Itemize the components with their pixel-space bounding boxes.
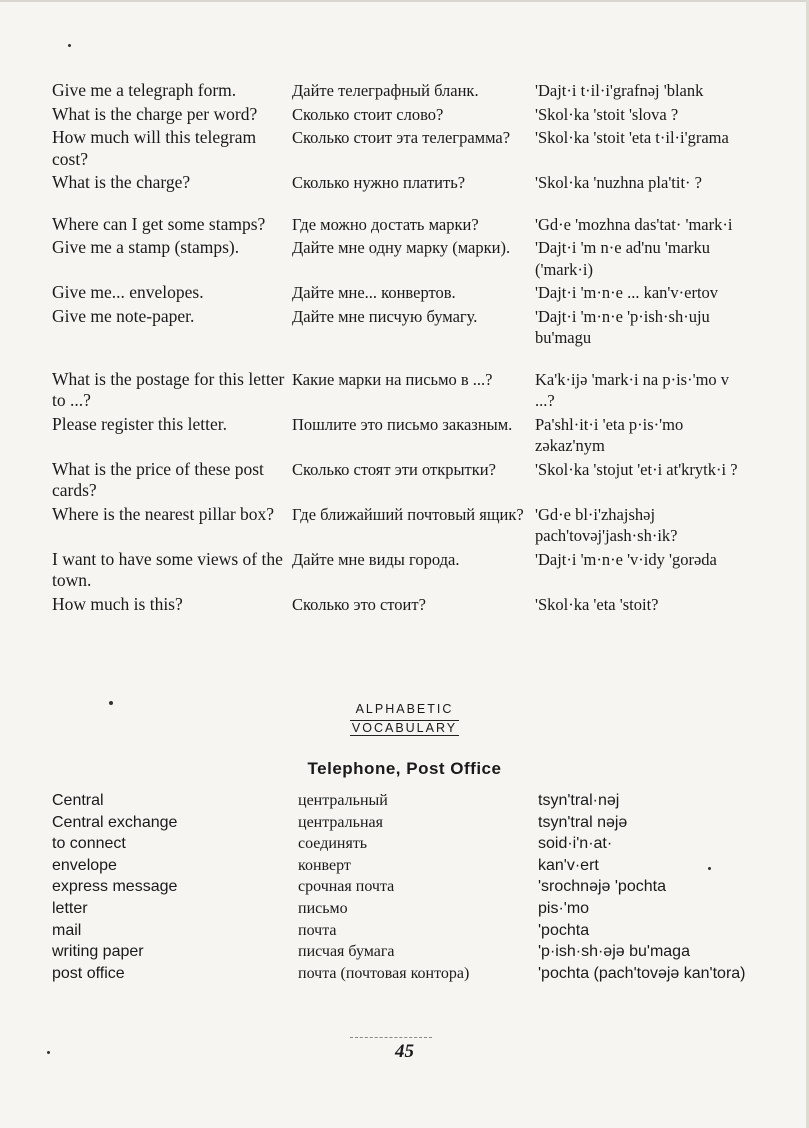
transliteration: 'Gd·e 'mozhna das'tat· 'mark·i: [535, 214, 733, 234]
vocab-transliteration: 'srochnəjə 'pochta: [538, 878, 666, 896]
transliteration: 'Skol·ka 'eta 'stoit?: [535, 594, 659, 614]
english-phrase: Give me... envelopes.: [52, 282, 204, 302]
transliteration: Ka'k·ijə 'mark·i na p·is·'mo v ...?: [535, 369, 730, 410]
vocab-row: [52, 963, 752, 985]
english-phrase: What is the charge per word?: [52, 103, 258, 124]
vocab-russian: почта: [298, 921, 337, 939]
russian-phrase: Сколько стоит слово?: [292, 104, 444, 124]
vocab-row: [52, 790, 752, 812]
vocab-english: Central: [52, 792, 104, 809]
phrase-row: [52, 594, 752, 616]
page-top-edge: [0, 0, 809, 2]
vocab-transliteration: pis·'mo: [538, 899, 590, 917]
transliteration: 'Dajt·i 'm·n·e 'p·ish·sh·uju bu'magu: [535, 306, 710, 347]
vocab-english: post office: [52, 964, 125, 982]
phrase-row: [52, 306, 752, 349]
russian-phrase: Где можно достать марки?: [292, 214, 479, 234]
english-phrase: Give me note-paper.: [52, 305, 195, 326]
transliteration: 'Dajt·i 'm·n·e 'v·idy 'gorəda: [535, 549, 717, 569]
vocab-russian: соединять: [298, 835, 368, 853]
phrase-row: [52, 549, 752, 592]
phrase-row: [52, 214, 752, 236]
english-phrase: What is the price of these post cards?: [52, 458, 264, 500]
russian-phrase: Пошлите это письмо заказным.: [292, 414, 513, 434]
vocab-english: to connect: [52, 835, 126, 853]
vocab-english: envelope: [52, 856, 117, 874]
vocab-russian: почта (почтовая контора): [298, 964, 470, 982]
phrase-row: [52, 369, 752, 412]
page-number: 45: [395, 1041, 414, 1062]
vocab-russian: центральная: [298, 813, 383, 831]
vocab-transliteration: soid·i'n·at·: [538, 835, 613, 853]
russian-phrase: Дайте мне... конвертов.: [292, 283, 456, 302]
english-phrase: Where is the nearest pillar box?: [52, 503, 275, 524]
russian-phrase: Сколько стоит эта телеграмма?: [292, 128, 511, 147]
vocab-russian: письмо: [298, 899, 348, 917]
vocab-transliteration: kan'v·ert: [538, 856, 599, 874]
vocab-heading-line2: [0, 721, 809, 735]
vocab-row: [52, 812, 752, 834]
english-phrase: Where can I get some stamps?: [52, 213, 266, 234]
vocab-transliteration: tsyn'tral nəjə: [538, 813, 628, 831]
vocab-transliteration: 'p·ish·sh·əjə bu'maga: [538, 943, 690, 961]
russian-phrase: Где ближайший почтовый ящик?: [292, 504, 524, 524]
english-phrase: Please register this letter.: [52, 413, 227, 434]
phrase-row: [52, 282, 752, 304]
phrase-row: [52, 237, 752, 280]
phrase-row: [52, 172, 752, 194]
russian-phrase: Сколько это стоит?: [292, 594, 426, 614]
vocab-row: [52, 920, 752, 942]
transliteration: 'Skol·ka 'nuzhna pla'tit· ?: [535, 173, 702, 192]
phrase-row: [52, 80, 752, 102]
phrase-row: [52, 459, 752, 502]
vocab-english: Central exchange: [52, 813, 178, 831]
transliteration: 'Dajt·i t·il·i'grafnəj 'blank: [535, 81, 704, 100]
vocab-transliteration: 'pochta (pach'tovəjə kan'tora): [538, 964, 746, 982]
vocab-table: [52, 790, 752, 984]
russian-phrase: Какие марки на письмо в ...?: [292, 369, 493, 389]
english-phrase: What is the charge?: [52, 172, 191, 192]
speck: [68, 44, 71, 47]
vocab-russian: писчая бумага: [298, 943, 395, 961]
vocab-transliteration: tsyn'tral·nəj: [538, 792, 620, 809]
vocab-transliteration: 'pochta: [538, 921, 590, 939]
vocab-row: [52, 876, 752, 898]
phrase-row: [52, 414, 752, 457]
vocab-russian: центральный: [298, 792, 388, 809]
transliteration: 'Skol·ka 'stojut 'et·i at'krytk·i ?: [535, 459, 738, 479]
russian-phrase: Дайте мне писчую бумагу.: [292, 306, 478, 326]
vocab-row: [52, 941, 752, 963]
english-phrase: Give me a telegraph form.: [52, 80, 237, 100]
english-phrase: How much is this?: [52, 593, 183, 614]
russian-phrase: Дайте телеграфный бланк.: [292, 81, 479, 100]
english-phrase: How much will this telegram cost?: [52, 127, 257, 169]
vocab-row: [52, 898, 752, 920]
page-number-rule: [350, 1037, 432, 1039]
vocab-row: [52, 833, 752, 855]
section-title: Telephone, Post Office: [307, 759, 502, 778]
vocab-heading-word: VOCABULARY: [351, 721, 458, 735]
transliteration: Pa'shl·it·i 'eta p·is·'mo zəkaz'nym: [535, 414, 684, 455]
vocab-row: [52, 855, 752, 877]
russian-phrase: Дайте мне виды города.: [292, 549, 460, 569]
russian-phrase: Сколько стоят эти открытки?: [292, 459, 496, 479]
russian-phrase: Дайте мне одну марку (марки).: [292, 238, 511, 257]
transliteration: 'Gd·e bl·i'zhajshəj pach'tovəj'jash·sh·ik?: [535, 504, 678, 545]
vocab-english: express message: [52, 878, 178, 896]
phrase-row: [52, 504, 752, 547]
vocab-russian: конверт: [298, 856, 351, 874]
transliteration: 'Dajt·i 'm·n·e ... kan'v·ertov: [535, 283, 719, 302]
vocab-heading-line1: ALPHABETIC: [355, 702, 454, 716]
vocab-russian: срочная почта: [298, 878, 395, 896]
vocab-english: mail: [52, 921, 82, 939]
phrase-row: [52, 104, 752, 126]
english-phrase: Give me a stamp (stamps).: [52, 237, 240, 257]
speck: [708, 867, 711, 870]
transliteration: 'Skol·ka 'stoit 'eta t·il·i'grama: [535, 128, 729, 147]
english-phrase: I want to have some views of the town.: [52, 548, 283, 590]
vocab-english: letter: [52, 899, 88, 917]
russian-phrase: Сколько нужно платить?: [292, 173, 466, 192]
phrase-table: [52, 80, 752, 617]
transliteration: 'Skol·ka 'stoit 'slova ?: [535, 104, 679, 124]
phrase-row: [52, 127, 752, 170]
vocab-english: writing paper: [52, 943, 144, 961]
english-phrase: What is the postage for this letter to ...?: [52, 368, 285, 410]
transliteration: 'Dajt·i 'm n·e ad'nu 'marku ('mark·i): [535, 238, 711, 279]
